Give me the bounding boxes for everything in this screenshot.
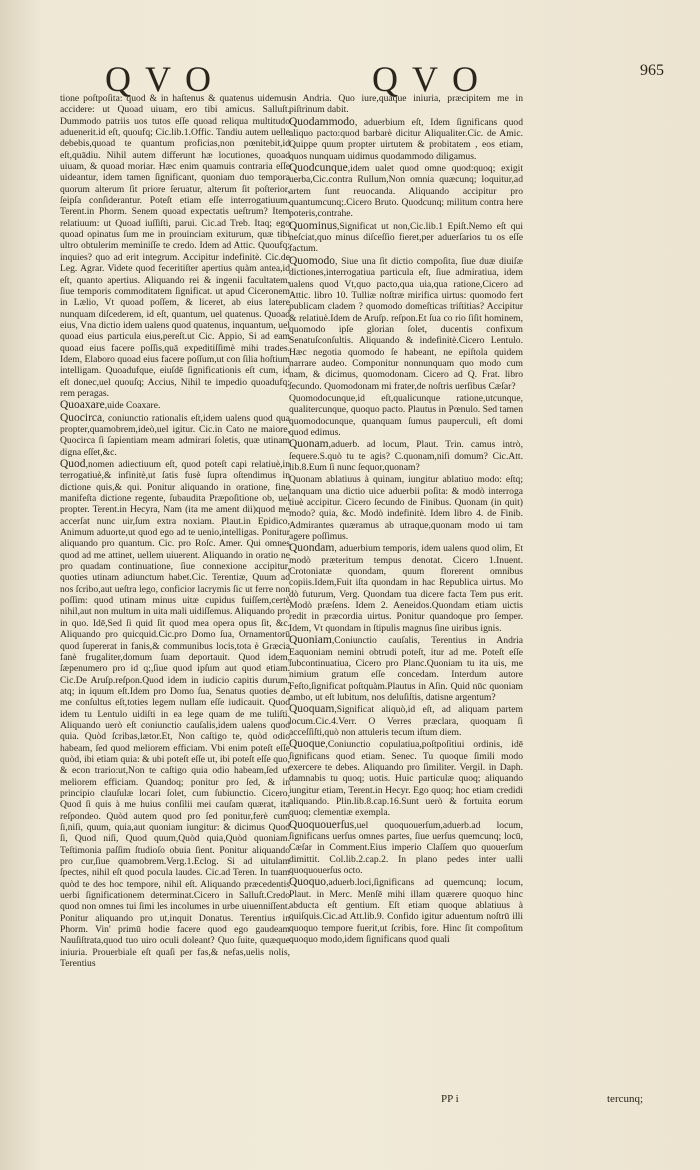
entry-text: ,uide Coaxare. <box>104 400 161 412</box>
entry-headword: Quonam <box>289 438 329 451</box>
dictionary-entry <box>289 820 523 877</box>
entry-text: ,Significat ut non,Cic.lib.1 Epiſt.Nemo eſt qui neſciat,quo minus diſceſſio fieret,per aduerſarios tu os eſſe factum. <box>289 220 523 255</box>
entry-headword: Quoniam <box>289 634 332 647</box>
dictionary-entry <box>60 400 290 411</box>
entry-headword: Quondam <box>289 542 335 555</box>
entry-headword: Quocirca <box>60 411 103 424</box>
dictionary-entry <box>289 543 523 634</box>
catchword: tercunq; <box>607 1093 644 1105</box>
dictionary-entry <box>289 393 523 438</box>
entry-text: ,Coniunctio copulatiua,poſtpoſitiui ordinis, idē ſignificans quod etiam. Senec. Tu quoque ſimili modo exercere te debes. Aliquando pro ſimiliter. Vergil. in Daph. damnabis tu quoq; uotis. Huic particulæ quoq; aliquando iungitur etiam, Terent.in Hecyr. Ego quoq; hoc etiam credidi aliquando. Plin.lib.8.cap.16.Sunt uerò & fortuita eorum quoq; clementiæ exempla. <box>289 739 523 819</box>
entry-text: , aduerbium temporis, idem ualens quod olim, Et modò præteritum tempus denotat. Cicero 1.Inuent. Crotoniatæ quondam, quum florerent omnibus copiis.Idem,Fuit iſta quondam in hac Republica uirtus. Mo dò futurum, Verg. Quondam tua dicere facta Tem pus erit. Modò præſens. Idem 2. Aeneidos.Quondam etiam uictis redit in præcordia uirtus. Ponitur quandoque pro ſemper. Idem, Vt quondam in ſtipulis magnus ſine uiribus ignis. <box>289 543 523 634</box>
entry-text: Quomodocunque,id eſt,qualicunque ratione,utcunque, qualitercunque, quoquo pacto. Plautus in Pœnulo. Sed tamen quomodocunque, quanquam ſumus pauperculi, eſt domi quod edimus. <box>289 392 523 438</box>
entry-text: tione poſtpoſita: quod & in haſtenus & quatenus uidemus accidere: ut Quoad uiuam, ero tibi amicus. Salluſt. Dummodo patriis uos tutos eſſe quoad reliqua multitudo aduenerit.id eſt, quoufq; Cic.lib.1.Offic. Tandiu autem uelle debebis,quoad te quantum proficias,non pœnitebit,id eſt,quādiu. Nihil autem differunt hæ locutiones, quoad uiuam, & quoad moriar. Hæc enim quamuis contraria eſſe uideantur, idem tamen ſignificant, quoniam duo tempora quorum alterum ſit priore ſeruatur, alterum ſit poſterior, ſeipſa conſiderantur. Poteſt etiam eſſe interrogatiuum. Terent.in Phorm. Senem quoad expectatis ueſtrum? Item relatiuum: ut Quoad iuſſiſti, parui. Cic.ad Treb. Itaq; ego quoad opinatus ſum me in prouinciam exiturum, quæ tibi ultro obtulerim meminiſſe te credo. Idem ad Attic. Quoufq; inquies? quo ad erit integrum. Accipitur indefinitè. Cic.de Leg. Agrar. Videte quod feceritiſter apertius quàm antea,id eſt, quanto apertius. Aliquando rei & ingenii facultatem, ſiue temporis commoditatem ſignificat. ut apud Ciceronem in Lælio, Vt quoad poſſem, & liceret, ab eius latere nunquam diſcederem, id eſt, quantum, uel quatenus. Quoad eius, Vna dictio idem ualens quod quatenus, inquantum, uel quoad eius particula eius,pereſt.ut Cic. Appio, Si ad eam quoad eius facere poſſis,quā expeditiſſimè mihi trades. Idem, Elaboro quoad eius facere poſſum,ut con ſilia hoſtium intelligam. Quoadufque, eiuſdē ſignificationis eſt cum, id eſt donec,uel quouſq; Accius, Nihil te impedio quoadufq; rem peragas. <box>60 93 290 399</box>
left-column <box>60 93 290 970</box>
entry-text: ,Coniunctio cauſalis, Terentius in Andria Eaquoniam nemini obtrudi poteſt, itur ad me. Poteſt eſſe ſubcontinuatiua, Cicero pro Planc.Quoniam tu ita uis, me nimium gratum eſſe concedam. Interdum autore Feſto,ſignificat poſtquàm.Plautus in Aſin. Quid nūc quoniam ambo, ut eſt lubitum, nos deluſiſtis, datisne argentum? <box>289 635 523 703</box>
entry-text: ,aduerb. ad locum, Plaut. Trin. camus intrò, ſequere.S.quò tu te agis? C.quonam,niſi domum? Cic.Att. lib.8.Eum ſi nunc ſequor,quonam? <box>289 439 523 473</box>
dictionary-entry <box>289 439 523 473</box>
entry-text: in Andria. Quo iure,quaque iniuria, præcipitem me in piſtrinum dabit. <box>289 93 523 116</box>
signature-mark: PP i <box>441 1093 459 1105</box>
dictionary-entry <box>289 739 523 818</box>
entry-text: ,uel quoquouerſum,aduerb.ad locum, ſignificans uerſus omnes partes, ſiue uerſus quemcunq; locū, Cæſar in Comment.Eius imperio Claſſem quo quouerſum dimittit. Col.lib.2.cap.2. In plano pedes inter ualli quoquouerſus octo. <box>289 819 523 877</box>
entry-headword: Quoque <box>289 738 326 751</box>
entry-text: Quonam ablatiuus à quinam, iungitur ablatiuo modo: eſtq; tanquam una dictio uice aduerbii poſita: & modò interroga tiuè accipitur. Cicero ſecundo de Finibus. Quonam (in quit) modo? quia, &c. Modò indefinitè. Idem libro 4. de Finib. Admirantes quæramus ab utraque,quonam modo ui tam agere poſſimus. <box>289 474 523 543</box>
entry-text: ,Significat aliquò,id eſt, ad aliquam partem locum.Cic.4.Verr. O Verres præclara, quoquam ſi acceſſiſti,quò non attuleris tecum iſtum diem. <box>289 704 523 738</box>
dictionary-entry <box>289 256 523 392</box>
entry-headword: Quoquouerſus <box>289 818 355 831</box>
dictionary-entry <box>60 413 290 458</box>
entry-text: , aduerbium eſt, Idem ſignificans quod aliquo pacto:quod barbarè dicitur Aliqualiter.Cic. de Amic. Quippe quum propter uirtutem & probitatem , eos etiam, quos nunquam uidimus quodammodo diligamus. <box>289 116 523 162</box>
entry-headword: Quoquam <box>289 703 335 716</box>
entry-text: , coniunctio rationalis eſt,idem ualens quod qua propter,quamobrem,ideò,uel igitur. Cic.in Cato ne maiore, Quocirca ſi ſapientiam meam admirari ſoletis, quæ utinam digna eſſet,&c. <box>60 412 290 458</box>
running-head-right: QVO <box>372 59 492 99</box>
entry-headword: Quominus <box>289 219 337 232</box>
dictionary-entry <box>289 93 523 116</box>
dictionary-entry <box>289 704 523 738</box>
entry-headword: Quoaxare <box>60 399 105 412</box>
dictionary-entry <box>289 877 523 945</box>
entry-text: ,aduerb.loci,ſignificans ad quemcunq; locum, Plaut. in Merc. Menſē mihi illam quærere quoquo hinc abducta eſt gentium. Eſt etiam quoque ablatiuus à quiſquis.Cic.ad Att.lib.9. Confido igitur aduentum noſtrū illi quoquo tempore fuerit,ut ſcribis, fore. Hinc ſit compoſitum quoquo modo,idem ſignificans quod quali <box>289 877 523 946</box>
entry-headword: Quodcunque <box>289 162 348 175</box>
right-column <box>289 93 523 946</box>
entry-headword: Quoquo <box>289 876 327 889</box>
entry-headword: Quod <box>60 458 86 470</box>
dictionary-entry <box>289 163 523 220</box>
entry-text: ,nomen adiectiuum eſt, quod poteſt capi relatiuè,in terrogatiuè,& infinitè,ut ſatis fusè ſupra oſtendimus in dictione quis,& qui. Ponitur aliquando in oratione, fine manifeſta dictione regente, ſubaudita Præpoſitione ob, uel propter. Terent.in Hecyra, Nam (ita me ament dii)quod me accerſat nunc uir,ſum extra noxiam. Plaut.in Epidico, Animum aduorte,ut quod ego ad te uenio,intelligas. Ponitur aliquando pro quantum. Cic. pro Roſc. Amer. Qui omnes quod ad me attinet, uellem uiuerent. Aliquando in oratio ne pro quadam continuatione, ſiue connexione accipitur, quoties utinam adiunctum habet.Cic. Terentiæ, Quum ad nos ſcribo,aut ueſtra lego, conficior lacrymis ſic ut ferre non poſſim: quod utinam minus uitæ cupidus fuiſſem,certè nihil,aut non multum in uita mali uidiſſemus. Aliquando pro in quo. Idē,Sed ſi quid ſit quod mea opera opus ſit, &c. Aliquando pro quicquid.Cic.pro Domo ſua, Ornamentorū quod ſupererat in fanis,& communibus locis,tota è Græcia fanè frugaliter,domum ſuam deportauit. Quod idem, ſæpenumero pro id q;,ſiue quod ipſum aut quod etiam. Cic.De Aruſp.reſpon.Quod idem in iudicio capitis durum, atq; in iquum eſt.Idem pro Domo ſua, Senatus quoties de me conſultus eſt,toties legem nullam eſſe iudicauit. Quod idem tu Lentulo uidiſti in ea lege quam de me tuliſti. Aliquando uerò eſt coniunctio cauſalis,idem ualens quod quia. Quòd ſcribas,lætor.Et, Non caſtigo te, quòd odio habeam, ſed quod meliorem efficiam. Vbi enim poteſt eſſe quòd, ibi etiam quia: & ubi poteſt eſſe ut, ibi poteſt eſſe quo, & econ trario:ut,Non te caſtigo quia odio habeam,ſed ut meliorem efficiam. Quandoq; ponitur pro ſed, & in principio clauſulæ locari ſolet, cum ſubiunctio. Cicero, Quod ſi quis à me huius conſilii mei cauſam quærat, ita reſpondeo. Quòd autem quod pro ſed ponitur,ferè cum ſi,niſi, quum, quia,aut quoniam iungitur: & dicimus Quod ſi, Quod niſi, Quod quum,Quòd quia,Quòd quoniam. Teſtimonia paſſim ſtudioſo obuia ſient. Ponitur aliquando pro cur,ſiue quamobrem.Verg.1.Eclog. Si ad uitulam ſpectes, nihil eſt quod pocula laudes. Cic.ad Teren. In tuam quòd te des hoc tempore, nihil eſt. Aliquando præcedentis uerbi ſignificationem determinat.Cicero in Salluſt.Credo quod non omnes tui ſimi les incolumes in urbe uiuenniſſent. Ponitur aliquando pro ut,inquit Donatus. Terentius in Phorm. Vin' primū hodie facere quod ego gaudeam Nauſiſtrata,quod tuo uiro oculi doleant? Quo ſuite, quæque iniuria. Prouerbiale eſt quaſi per fas,& nefas,uelis nolis, Terentius <box>60 459 290 970</box>
entry-text: ,idem ualet quod omne quod:quoq; exigit uerba,Cic.contra Rullum,Non omnia quæcunq; loquitur,ad artem ſunt reuocanda. Aliquando accipitur pro quantumcunq;.Cicero Bruto. Quodcunq; militum contra here poteris,contrahe. <box>289 163 523 220</box>
dictionary-entry <box>289 474 523 542</box>
entry-headword: Quomodo <box>289 254 335 267</box>
dictionary-entry <box>289 221 523 255</box>
dictionary-entry <box>289 635 523 703</box>
entry-headword: Quodammodo <box>289 115 355 128</box>
dictionary-entry <box>60 459 290 969</box>
page-number: 965 <box>640 62 664 79</box>
dictionary-entry <box>289 117 523 162</box>
running-head-left: QVO <box>105 59 225 99</box>
entry-text: , Siue una ſit dictio compoſita, ſiue duæ diuiſæ dictiones,interrogatiua particula eſt, ſiue admiratiua, idem ualens quod Vt,quo pacto,qua uia,qua ratione,Cicero ad Attic. libro 10. Tulliæ noſtræ mirifica uirtus: quomodo fert publicam cladem ? quomodo domeſticas triſtitias? Accipitur & relatiuè.Idem de Aruſp. reſpon.Et ſua co rio ſiſit hominem, quomodo ipſe glorian ſolet, ducentis confixum Senatuſconſultis. Aliquando & indefinitè.Cicero Lentulo. Hæc negotia quomodo ſe habeant, ne epiſtola quidem narrare audeo. Componitur nonnunquam quo modo cum nam, & dicimus, quomodonam. Cicero ad Q. Frat. libro ſecundo. Quomodonam mi frater,de noſtris uerſibus Cæſar? <box>289 255 523 392</box>
dictionary-entry <box>60 93 290 399</box>
